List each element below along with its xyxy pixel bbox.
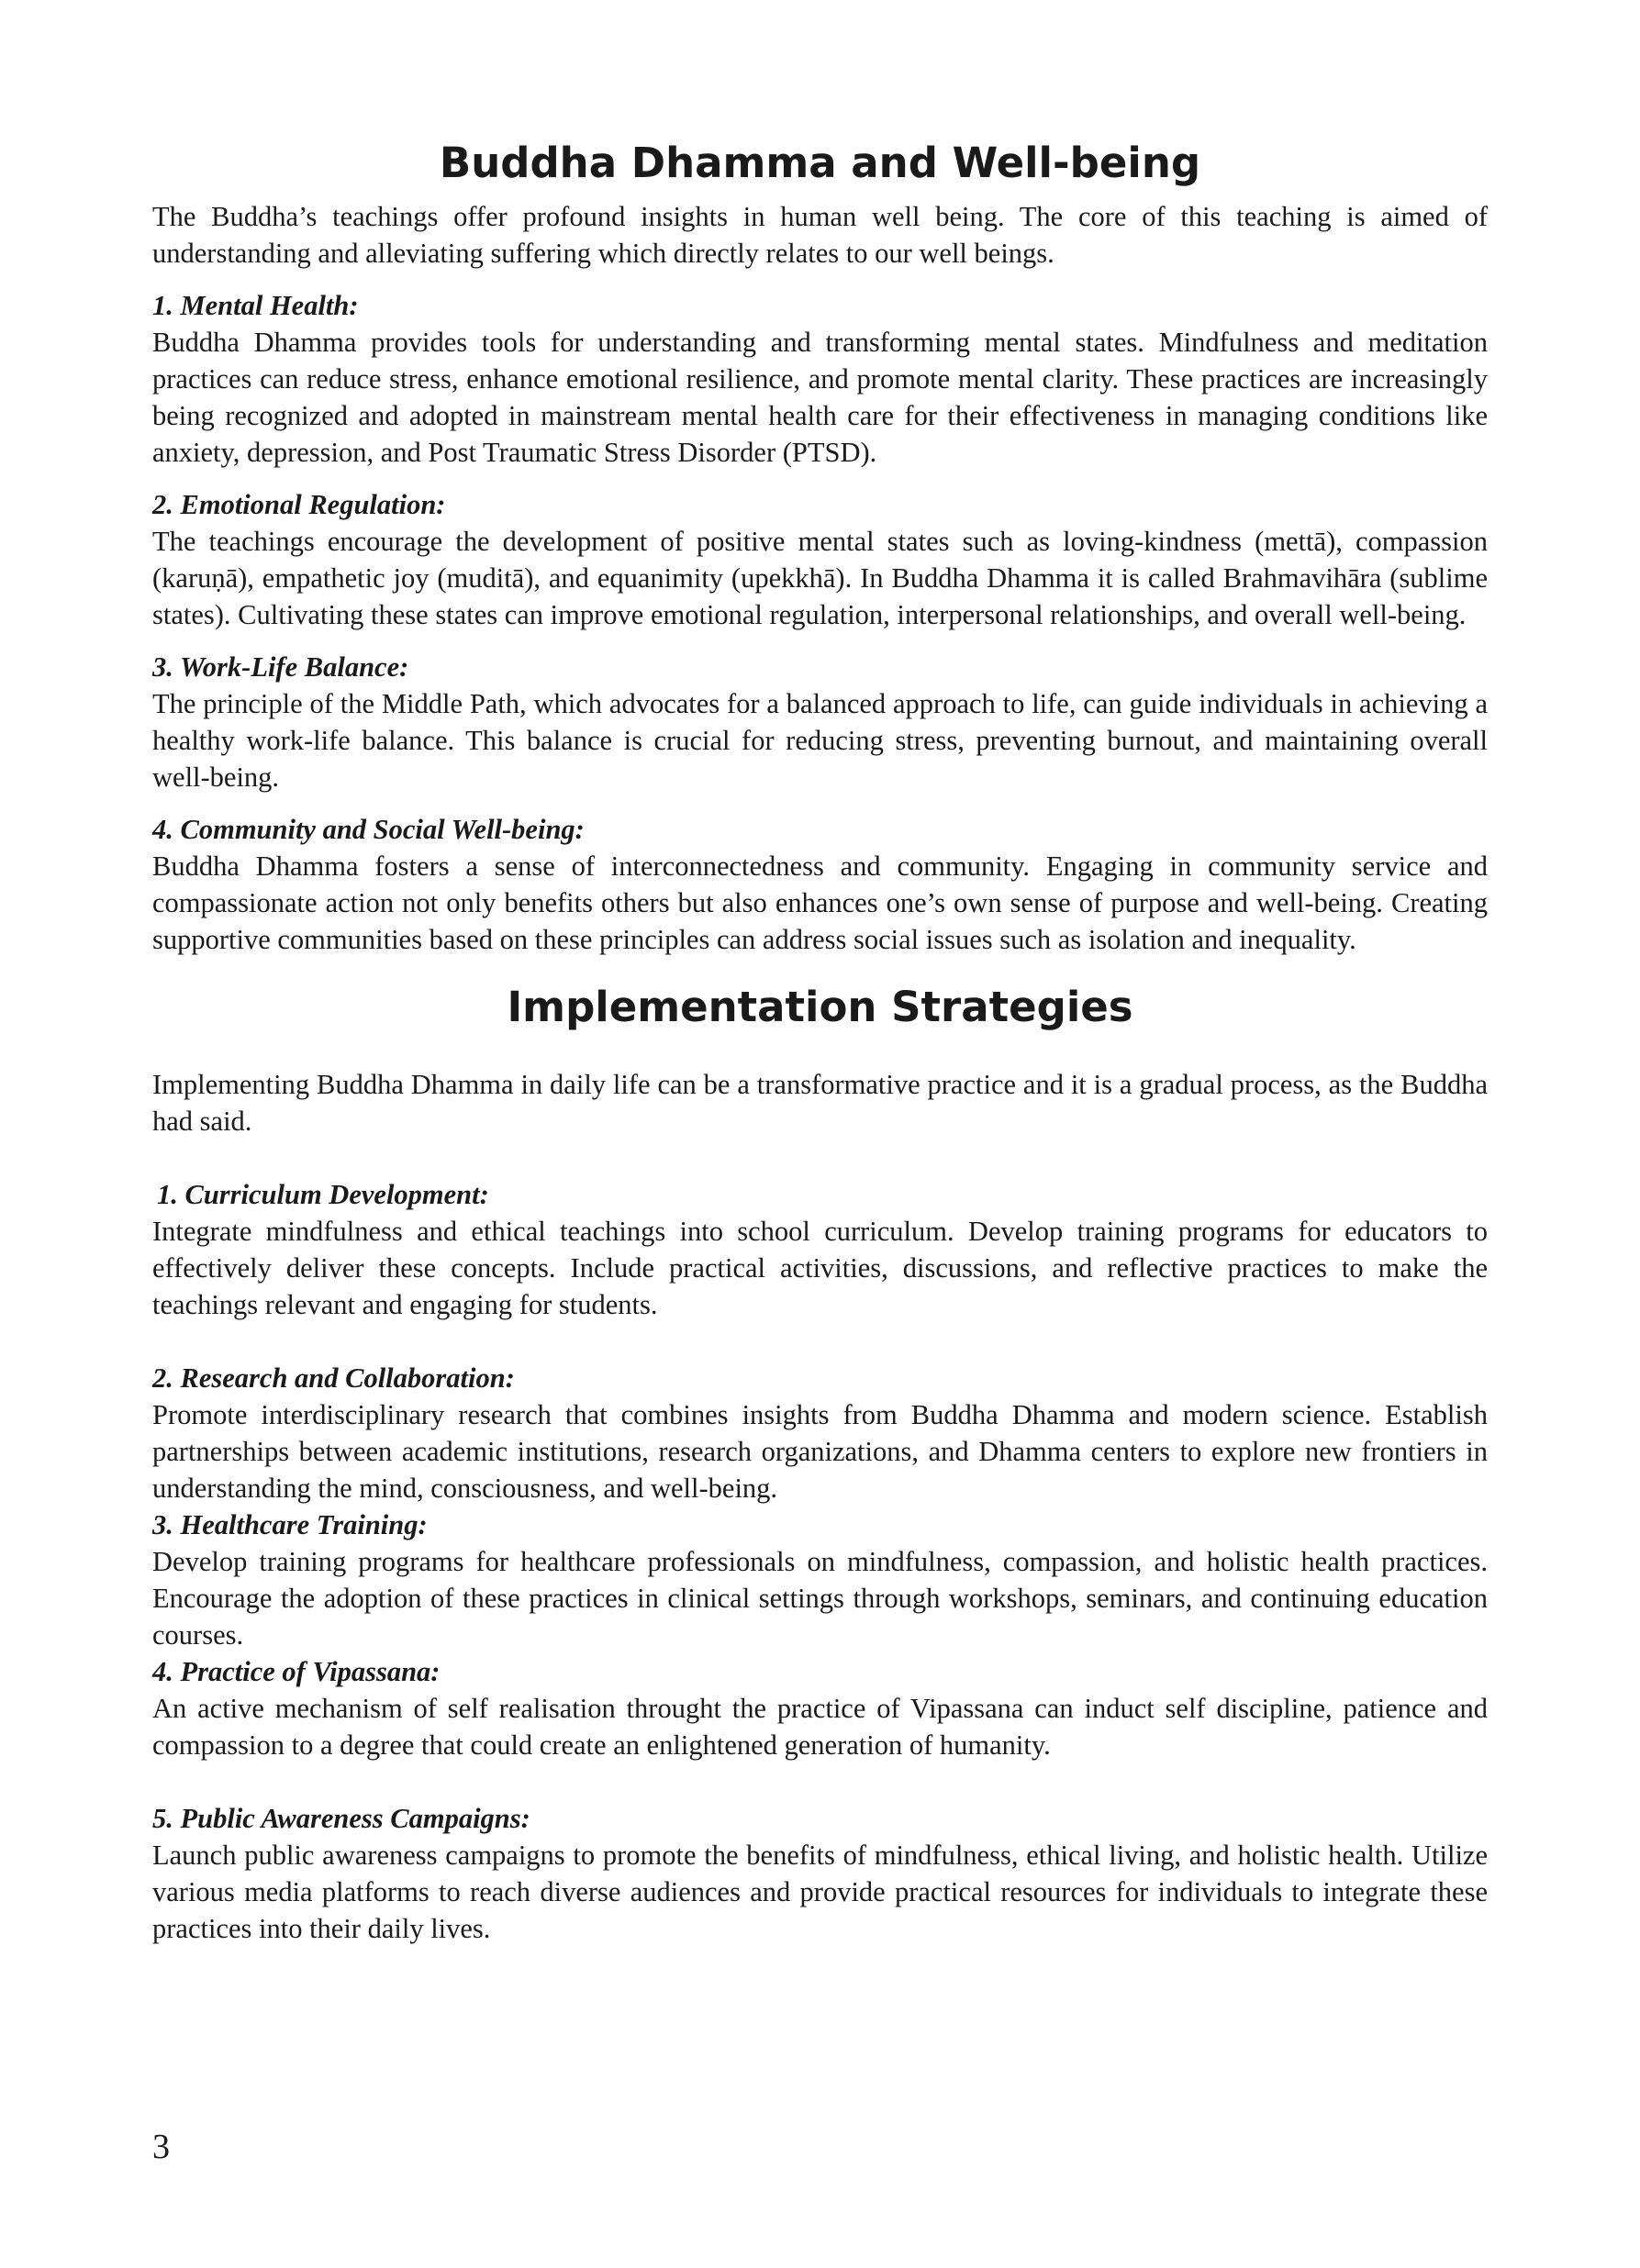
- item-emotional-regulation: [152, 486, 1488, 633]
- item-body: Buddha Dhamma fosters a sense of interconnectedness and community. Engaging in community service and compassionate action not only benefits others but also enhances one’s own sense of purpose and well-being. Creating supportive communities based on these principles can address social issues such as isolation and inequality.: [152, 850, 1488, 956]
- item-practice-vipassana: [152, 1653, 1488, 1763]
- item-body: The principle of the Middle Path, which advocates for a balanced approach to life, can guide individuals in achieving a healthy work-life balance. This balance is crucial for reducing stress, preventing burnout, and maintaining overall well-being.: [152, 688, 1488, 794]
- section-title-wellbeing: Buddha Dhamma and Well-being: [439, 139, 1201, 187]
- item-public-awareness: [152, 1800, 1488, 1947]
- item-body: Promote interdisciplinary research that combines insights from Buddha Dhamma and modern science. Establish partnerships between academic institutions, research organizations, and Dhamma centers to explore new frontiers in understanding the mind, consciousness, and well-being.: [152, 1398, 1488, 1504]
- item-heading: 2. Research and Collaboration:: [152, 1362, 515, 1394]
- item-body: Buddha Dhamma provides tools for understanding and transforming mental states. Mindfulness and meditation practices can reduce stress, enhance emotional resilience, and promote mental clarity. These practices are increasingly being recognized and adopted in mainstream mental health care for their effectiveness in managing conditions like anxiety, depression, and Post Traumatic Stress Disorder (PTSD).: [152, 327, 1488, 469]
- item-heading: 4. Practice of Vipassana:: [152, 1655, 441, 1687]
- document-page: [152, 138, 1488, 1947]
- item-heading: 2. Emotional Regulation:: [152, 489, 446, 521]
- item-research-collaboration: [152, 1360, 1488, 1506]
- item-body: An active mechanism of self realisation throught the practice of Vipassana can induct self discipline, patience and compassion to a degree that could create an enlightened generation of humanity.: [152, 1692, 1488, 1761]
- item-heading: 4. Community and Social Well-being:: [152, 814, 585, 846]
- item-work-life-balance: [152, 649, 1488, 795]
- item-heading: 1. Mental Health:: [152, 290, 359, 322]
- section-intro-implementation: Implementing Buddha Dhamma in daily life can be a transformative practice and it is a gradual process, as the Buddha had said.: [152, 1068, 1488, 1137]
- item-heading: 3. Healthcare Training:: [152, 1508, 428, 1540]
- item-curriculum-development: [152, 1176, 1488, 1323]
- item-body: Launch public awareness campaigns to promote the benefits of mindfulness, ethical living, and holistic health. Utilize various media platforms to reach diverse audiences and provide practical resources for individuals to integrate these practices into their daily lives.: [152, 1839, 1488, 1944]
- item-body: Develop training programs for healthcare professionals on mindfulness, compassion, and holistic health practices. Encourage the adoption of these practices in clinical settings through workshops, seminars, and continuing education courses.: [152, 1545, 1488, 1651]
- item-community-wellbeing: [152, 811, 1488, 958]
- item-body: The teachings encourage the development of positive mental states such as loving-kindness (mettā), compassion (karuṇā), empathetic joy (muditā), and equanimity (upekkhā). In Buddha Dhamma it is called Brahmavihāra (sublime states). Cultivating these states can improve emotional regulation, interpersonal relationships, and overall well-being.: [152, 526, 1488, 631]
- page-number: 3: [152, 2128, 170, 2166]
- item-healthcare-training: [152, 1506, 1488, 1653]
- item-heading: 1. Curriculum Development:: [157, 1178, 489, 1210]
- section-title-implementation: Implementation Strategies: [507, 983, 1133, 1032]
- item-heading: 3. Work-Life Balance:: [152, 651, 409, 684]
- item-body: Integrate mindfulness and ethical teachings into school curriculum. Develop training programs for educators to effectively deliver these concepts. Include practical activities, discussions, and reflective practices to make the teachings relevant and engaging for students.: [152, 1215, 1488, 1320]
- section-intro-wellbeing: The Buddha’s teachings offer profound insights in human well being. The core of this teaching is aimed of understanding and alleviating suffering which directly relates to our well beings.: [152, 201, 1488, 270]
- item-heading: 5. Public Awareness Campaigns:: [152, 1802, 530, 1834]
- item-mental-health: [152, 287, 1488, 471]
